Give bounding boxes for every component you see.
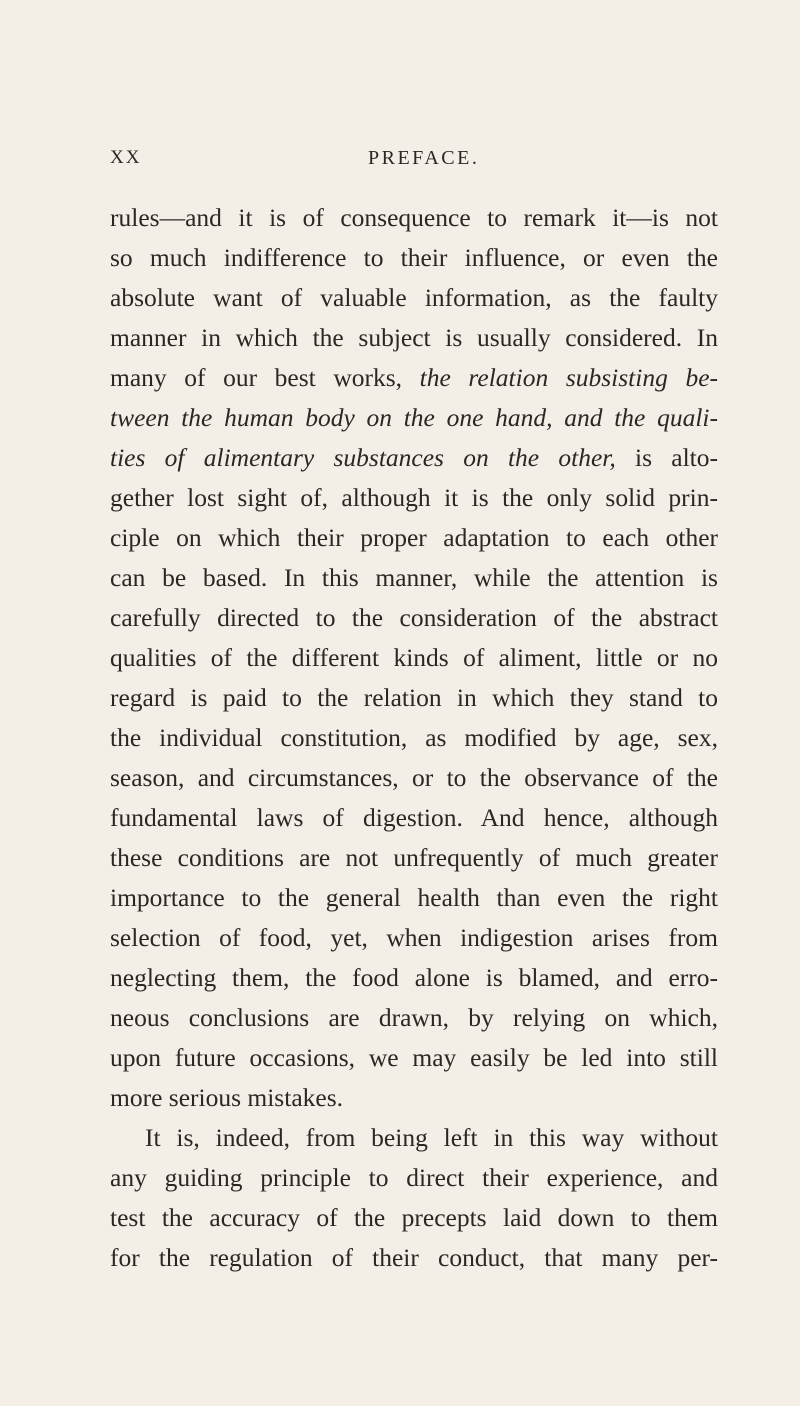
text-line: the individual constitution, as modified by age, sex, [110,723,718,752]
text-line [110,438,718,478]
text-line: fundamental laws of digestion. And hence, although [110,803,718,832]
running-head: PREFACE. [368,147,480,169]
text-line: regard is paid to the relation in which they stand to [110,683,718,712]
body-text [110,198,718,1278]
text-line: It is, indeed, from being left in this way without [145,1123,718,1152]
text-line [110,398,718,438]
text-line: absolute want of valuable information, as the faulty [110,283,718,312]
page-header [110,147,730,177]
text-italic: ties of alimentary substances on the other, [110,443,616,472]
text-line: these conditions are not unfrequently of much greater [110,843,718,872]
text-line: rules—and it is of consequence to remark it—is not [110,203,718,232]
text-line [110,358,718,398]
text-line: upon future occasions, we may easily be led into still [110,1043,718,1072]
text-line: carefully directed to the consideration of the abstract [110,603,718,632]
text-line: test the accuracy of the precepts laid down to them [110,1203,718,1232]
text-roman: many of our best works, [110,363,420,392]
text-line: more serious mistakes. [110,1083,343,1112]
text-line: can be based. In this manner, while the attention is [110,563,718,592]
text-italic: the relation subsisting be- [419,363,719,392]
text-roman: is alto- [615,443,718,472]
text-line: season, and circumstances, or to the observance of the [110,763,718,792]
page-number: XX [110,147,142,168]
text-line: selection of food, yet, when indigestion arises from [110,923,718,952]
text-line: for the regulation of their conduct, that many per- [110,1243,718,1272]
text-line: ciple on which their proper adaptation to each other [110,523,718,552]
text-line: neglecting them, the food alone is blamed, and erro- [110,963,718,992]
text-line: manner in which the subject is usually considered. In [110,323,718,352]
text-line: importance to the general health than even the right [110,883,718,912]
text-line: neous conclusions are drawn, by relying on which, [110,1003,718,1032]
text-line: qualities of the different kinds of aliment, little or no [110,643,718,672]
text-line: so much indifference to their influence, or even the [110,243,718,272]
text-italic: tween the human body on the one hand, and the quali- [110,403,718,432]
text-line: any guiding principle to direct their experience, and [110,1163,718,1192]
text-line: gether lost sight of, although it is the only solid prin- [110,483,718,512]
